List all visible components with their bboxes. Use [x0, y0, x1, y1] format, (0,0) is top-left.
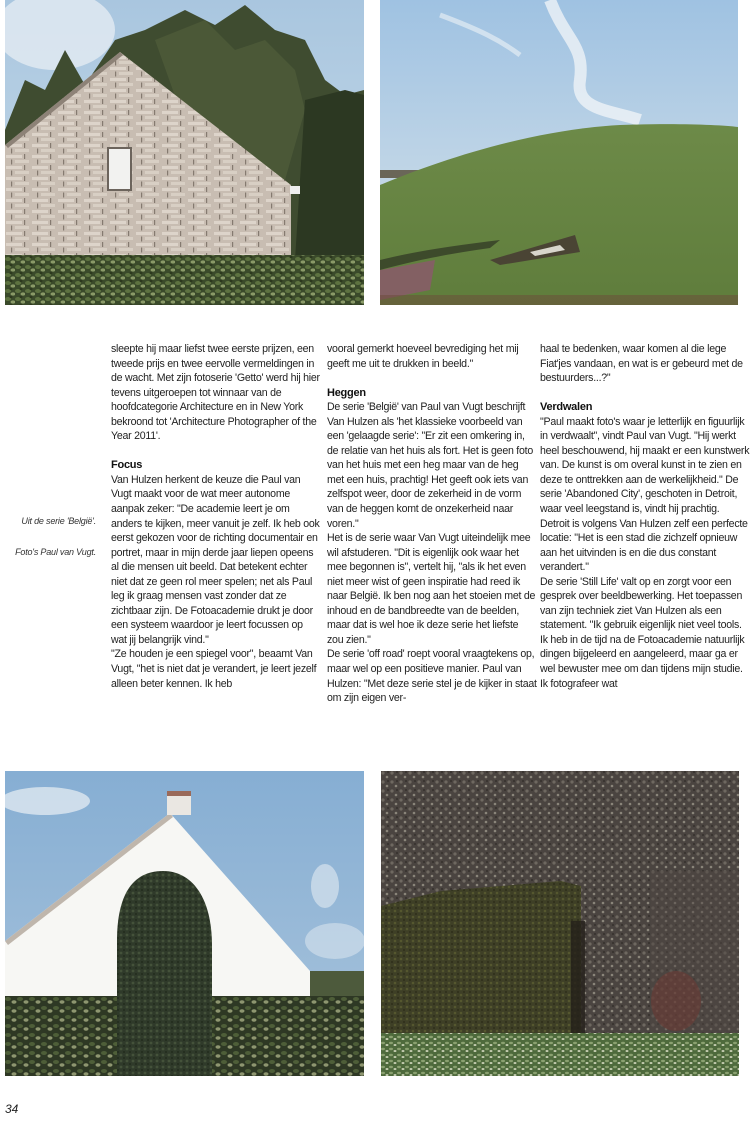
article-paragraph: "Paul maakt foto's waar je letterlijk en figuurlijk in verdwaalt", vindt Paul van Vugt. "Hij werkt heel beschouwend, hij maakt er een kunstwerk van. De kunst is om overal kunst in te zien en deze te onttrekken aan de werkelijkheid." De serie 'Abandoned City', geschoten in Detroit, waar veel leegstand is, vindt hij prachtig. Detroit is volgens Van Hulzen zelf een perfecte locatie: "Het is een stad die zichzelf opnieuw aan het uitvinden is en die dus constant verandert."	[540, 415, 750, 574]
photo-white-gable-topiary-image	[5, 771, 364, 1076]
photo-caption-series: Uit de serie 'België'.	[21, 516, 96, 526]
photo-grass-mound-image	[380, 0, 738, 305]
paragraph-gap	[540, 386, 750, 401]
article-paragraph: Het is de serie waar Van Vugt uiteindelijk mee wil afstuderen. "Dit is eigenlijk ook waar het mee begonnen is", vertelt hij, "als ik het even niet meer wist of geen inspiratie had reed ik naar België. Ik ben nog aan het stoeien met de inhoud en de bandbreedte van de beelden, maar dat is wel hoe ik deze serie het liefste zou zien."	[327, 532, 536, 646]
article-paragraph: vooral gemerkt hoeveel bevrediging het mij geeft me uit te drukken in beeld."	[327, 343, 519, 370]
article-paragraph: sleepte hij maar liefst twee eerste prijzen, een tweede prijs en twee eervolle vermeldingen in de wacht. Met zijn fotoserie 'Getto' werd hij hier tevens uitgeroepen tot winnaar van de hoofdcategorie Architecture en in New York bekroond tot 'Architecture Photographer of the Year 2011'.	[111, 343, 320, 443]
photo-caption-credit: Foto's Paul van Vugt.	[15, 547, 96, 557]
photo-house-gable-hedge-image	[5, 0, 364, 305]
article-paragraph: De serie 'België' van Paul van Vugt beschrijft Van Hulzen als 'het klassieke voorbeeld van een 'gelaagde serie': "Er zit een omkering in, de relatie van het huis als fort. Het is geen foto van het huis met een heg maar van de heg met een huis, prachtig! Het geeft ook iets van zelfspot weer, door de zekerheid in de vorm van de heggen komt de onzekerheid naar voren."	[327, 401, 533, 530]
paragraph-gap	[111, 444, 321, 459]
photo-house-gable-hedge	[5, 0, 364, 305]
photo-grass-mound	[380, 0, 738, 305]
page-number: 34	[5, 1102, 19, 1116]
article-column-3	[540, 342, 750, 691]
article-paragraph: "Ze houden je een spiegel voor", beaamt Van Vugt, "het is niet dat je verandert, je leert jezelf alleen beter kennen. Ik heb	[111, 648, 317, 690]
section-heading-heggen: Heggen	[327, 386, 366, 399]
article-paragraph: De serie 'Still Life' valt op en zorgt voor een gesprek over beeldbewerking. Het toepassen van zijn techniek ziet Van Hulzen als een statement. "Ik gebruik eigenlijk niet veel tools. Ik heb in de tijd na de Fotoacademie natuurlijk dingen bijgeleerd en aangeleerd, maar ga er wel bewuster mee om dan tijdens mijn studie. Ik fotografeer wat	[540, 575, 745, 690]
article-column-1	[111, 342, 321, 691]
article-paragraph: haal te bedenken, waar komen al die lege Fiat'jes vandaan, en wat is er gebeurd met de bestuurders...?"	[540, 343, 743, 385]
photo-layered-hedges	[381, 771, 739, 1076]
section-heading-focus: Focus	[111, 459, 143, 472]
photo-white-gable-topiary	[5, 771, 364, 1076]
article-paragraph: De serie 'off road' roept vooral vraagtekens op, maar wel op een positieve manier. Paul van Hulzen: "Met deze serie stel je de kijker in staat om zijn eigen ver-	[327, 648, 537, 705]
section-heading-verdwalen: Verdwalen	[540, 401, 593, 414]
photo-layered-hedges-image	[381, 771, 739, 1076]
paragraph-gap	[327, 371, 537, 386]
article-column-2	[327, 342, 537, 706]
article-paragraph: Van Hulzen herkent de keuze die Paul van Vugt maakt voor de wat meer autonome aanpak zeker: "De academie leert je om anders te kijken, meer vanuit je zelf. Ik heb ook eerst gekozen voor de richting documentair en portret, maar in mijn derde jaar liepen opeens al die mensen uit beeld. Dat betekent echter niet dat ze geen rol meer spelen; net als Paul leg ik graag mensen vast zonder dat ze zichtbaar zijn. De Fotoacademie drukt je door een systeem waardoor je leert focussen op wat jij belangrijk vind."	[111, 473, 320, 646]
